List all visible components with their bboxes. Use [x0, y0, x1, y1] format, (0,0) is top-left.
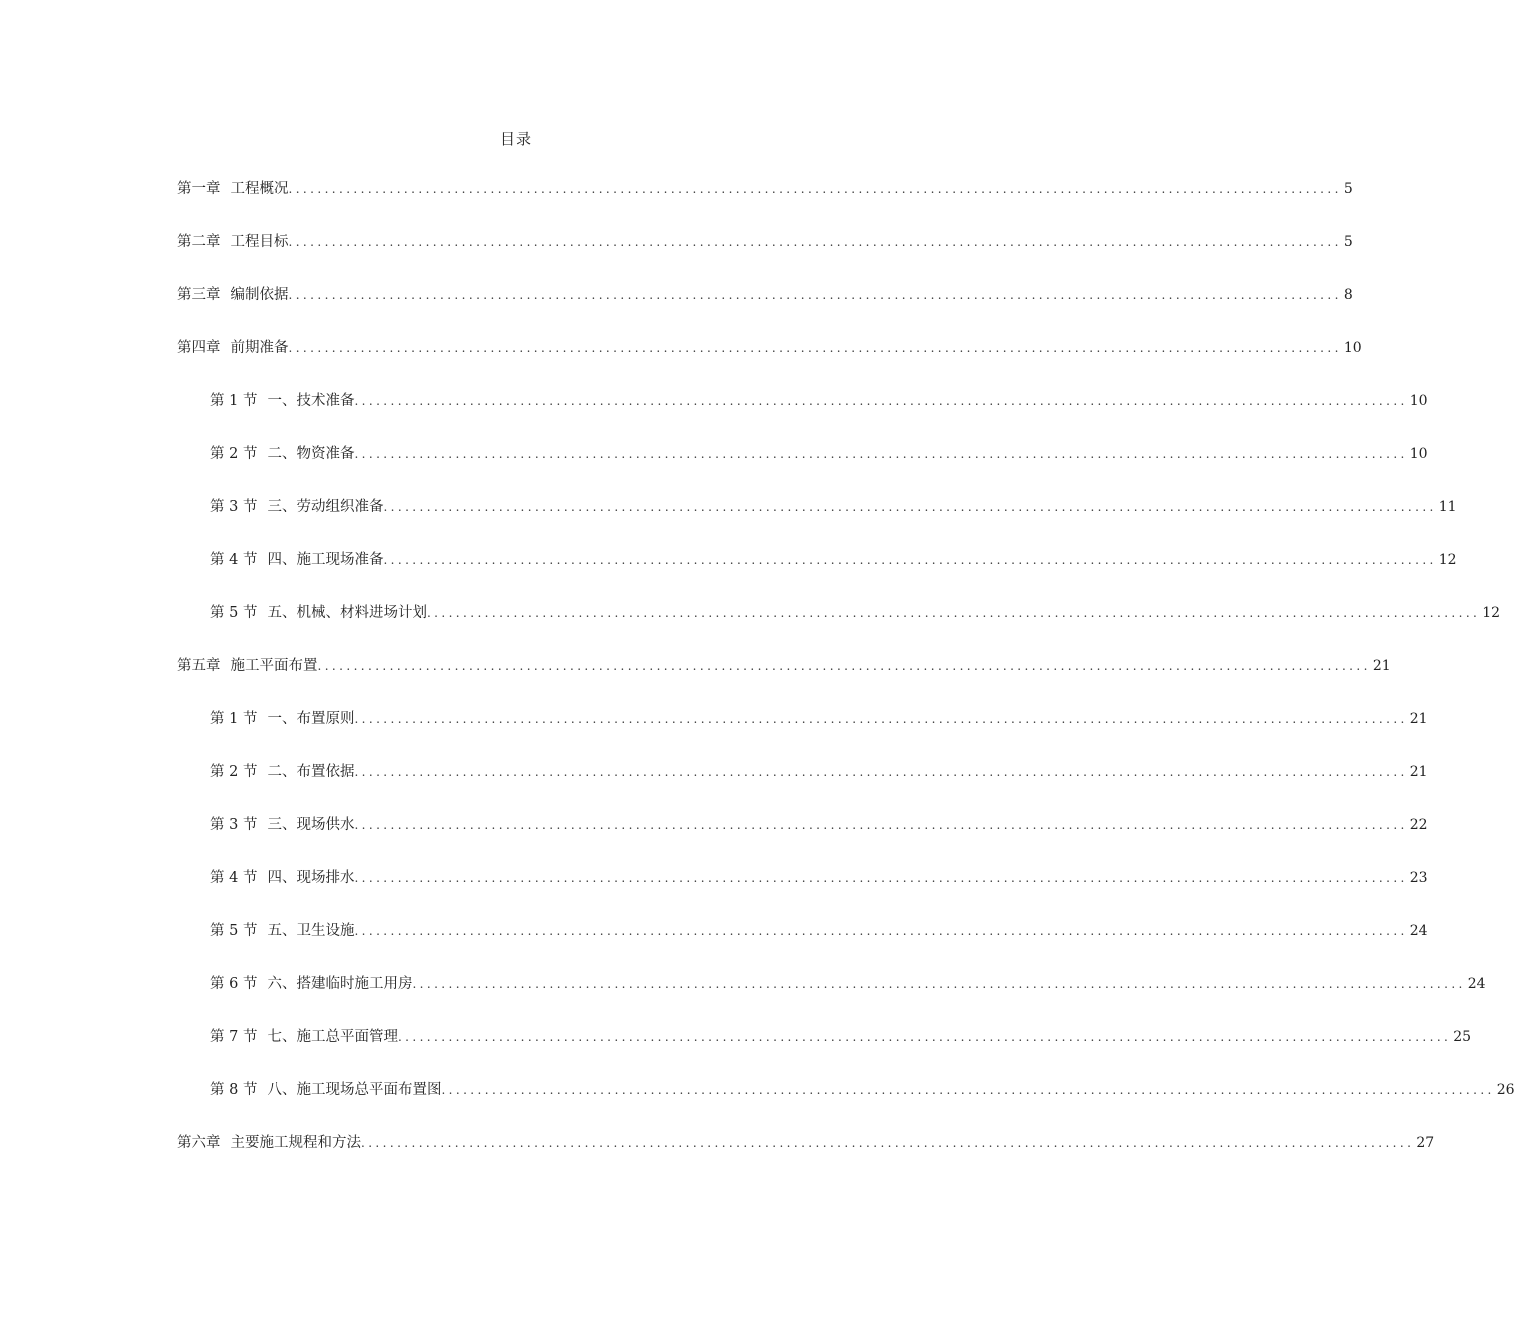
dot-leader: ..................................................................................................................................................	[288, 182, 1342, 196]
entry-number: 第 3 节	[210, 499, 258, 515]
entry-label	[210, 708, 354, 730]
entry-label	[210, 549, 383, 571]
entry-text: 工程概况	[230, 181, 289, 197]
entry-label	[210, 443, 354, 465]
entry-text: 前期准备	[230, 340, 289, 356]
entry-text: 五、卫生设施	[267, 923, 355, 939]
toc-entry[interactable]	[210, 390, 1428, 412]
dot-leader: ..................................................................................................................................................	[354, 765, 1408, 779]
page-number: 8	[1343, 287, 1353, 303]
dot-leader: ..................................................................................................................................................	[354, 394, 1408, 408]
entry-label	[177, 337, 289, 359]
page-number: 24	[1409, 923, 1428, 939]
toc-entry[interactable]	[177, 284, 1353, 306]
entry-text: 施工平面布置	[230, 658, 318, 674]
dot-leader: ..................................................................................................................................................	[397, 1030, 1452, 1044]
entry-text: 六、搭建临时施工用房	[267, 976, 413, 992]
dot-leader: ..................................................................................................................................................	[288, 235, 1342, 249]
entry-text: 三、劳动组织准备	[267, 499, 384, 515]
toc-entry[interactable]	[210, 602, 1501, 624]
entry-text: 三、现场供水	[267, 817, 355, 833]
entry-number: 第 2 节	[210, 446, 258, 462]
entry-number: 第一章	[177, 181, 221, 197]
dot-leader: ..................................................................................................................................................	[354, 712, 1408, 726]
entry-text: 一、布置原则	[267, 711, 355, 727]
entry-number: 第 1 节	[210, 711, 258, 727]
entry-text: 四、施工现场准备	[267, 552, 384, 568]
page-number: 10	[1409, 393, 1428, 409]
entry-label	[210, 602, 427, 624]
dot-leader: ..................................................................................................................................................	[317, 659, 1371, 673]
page-number: 21	[1409, 764, 1428, 780]
toc-title: 目录	[499, 130, 532, 148]
entry-text: 工程目标	[230, 234, 289, 250]
entry-number: 第 3 节	[210, 817, 258, 833]
toc-entry[interactable]	[177, 1132, 1435, 1154]
entry-label	[210, 1079, 441, 1101]
entry-label	[210, 867, 354, 889]
dot-leader: ..................................................................................................................................................	[288, 341, 1342, 355]
dot-leader: ..................................................................................................................................................	[354, 447, 1408, 461]
entry-text: 二、布置依据	[267, 764, 355, 780]
toc-entry[interactable]	[177, 231, 1353, 253]
toc-entry[interactable]	[210, 761, 1428, 783]
entry-text: 七、施工总平面管理	[267, 1029, 398, 1045]
dot-leader: ..................................................................................................................................................	[354, 871, 1408, 885]
entry-number: 第 7 节	[210, 1029, 258, 1045]
entry-text: 五、机械、材料进场计划	[267, 605, 427, 621]
toc-entry[interactable]	[210, 1026, 1472, 1048]
entry-label	[177, 231, 289, 253]
entry-text: 四、现场排水	[267, 870, 355, 886]
dot-leader: ..................................................................................................................................................	[288, 288, 1342, 302]
entry-number: 第 4 节	[210, 870, 258, 886]
entry-number: 第六章	[177, 1135, 221, 1151]
page-number: 5	[1343, 181, 1353, 197]
page-number: 10	[1409, 446, 1428, 462]
toc-entry[interactable]	[177, 337, 1362, 359]
dot-leader: ..................................................................................................................................................	[412, 977, 1466, 991]
page-number: 27	[1416, 1135, 1435, 1151]
toc-entry[interactable]	[210, 814, 1428, 836]
toc-entry[interactable]	[210, 549, 1457, 571]
page-number: 22	[1409, 817, 1428, 833]
page-number: 12	[1438, 552, 1457, 568]
toc-entry[interactable]	[210, 867, 1428, 889]
entry-label	[210, 761, 354, 783]
toc-entry[interactable]	[210, 920, 1428, 942]
entry-text: 一、技术准备	[267, 393, 355, 409]
dot-leader: ..................................................................................................................................................	[441, 1083, 1495, 1097]
page-number: 24	[1467, 976, 1486, 992]
page-number: 25	[1453, 1029, 1472, 1045]
dot-leader: ..................................................................................................................................................	[383, 553, 1437, 567]
entry-number: 第 1 节	[210, 393, 258, 409]
entry-label	[210, 973, 412, 995]
entry-label	[210, 920, 354, 942]
entry-text: 八、施工现场总平面布置图	[267, 1082, 442, 1098]
entry-label	[177, 284, 289, 306]
toc-entry[interactable]	[210, 443, 1428, 465]
entry-label	[210, 496, 383, 518]
entry-number: 第 2 节	[210, 764, 258, 780]
entry-number: 第二章	[177, 234, 221, 250]
entry-label	[210, 1026, 398, 1048]
entry-text: 主要施工规程和方法	[230, 1135, 361, 1151]
dot-leader: ..................................................................................................................................................	[354, 818, 1408, 832]
page-number: 21	[1372, 658, 1391, 674]
entry-number: 第 5 节	[210, 923, 258, 939]
entry-label	[177, 1132, 361, 1154]
page-number: 5	[1343, 234, 1353, 250]
page-number: 11	[1438, 499, 1457, 515]
page-number: 10	[1343, 340, 1362, 356]
entry-label	[210, 814, 354, 836]
toc-entry[interactable]	[210, 708, 1428, 730]
entry-label	[177, 178, 289, 200]
entry-number: 第 8 节	[210, 1082, 258, 1098]
entry-number: 第五章	[177, 658, 221, 674]
dot-leader: ..................................................................................................................................................	[361, 1136, 1415, 1150]
toc-entry[interactable]	[177, 178, 1353, 200]
dot-leader: ..................................................................................................................................................	[354, 924, 1408, 938]
entry-number: 第四章	[177, 340, 221, 356]
entry-number: 第三章	[177, 287, 221, 303]
entry-text: 二、物资准备	[267, 446, 355, 462]
entry-number: 第 5 节	[210, 605, 258, 621]
entry-text: 编制依据	[230, 287, 289, 303]
toc-entry[interactable]	[210, 973, 1486, 995]
entry-number: 第 4 节	[210, 552, 258, 568]
toc-entry[interactable]	[210, 496, 1457, 518]
entry-number: 第 6 节	[210, 976, 258, 992]
dot-leader: ..................................................................................................................................................	[383, 500, 1437, 514]
toc-entry[interactable]	[210, 1079, 1515, 1101]
page-number: 23	[1409, 870, 1428, 886]
entry-label	[177, 655, 318, 677]
dot-leader: ..................................................................................................................................................	[426, 606, 1481, 620]
page-number: 26	[1496, 1082, 1515, 1098]
toc-entry[interactable]	[177, 655, 1391, 677]
page-number: 21	[1409, 711, 1428, 727]
page-number: 12	[1482, 605, 1501, 621]
entry-label	[210, 390, 354, 412]
